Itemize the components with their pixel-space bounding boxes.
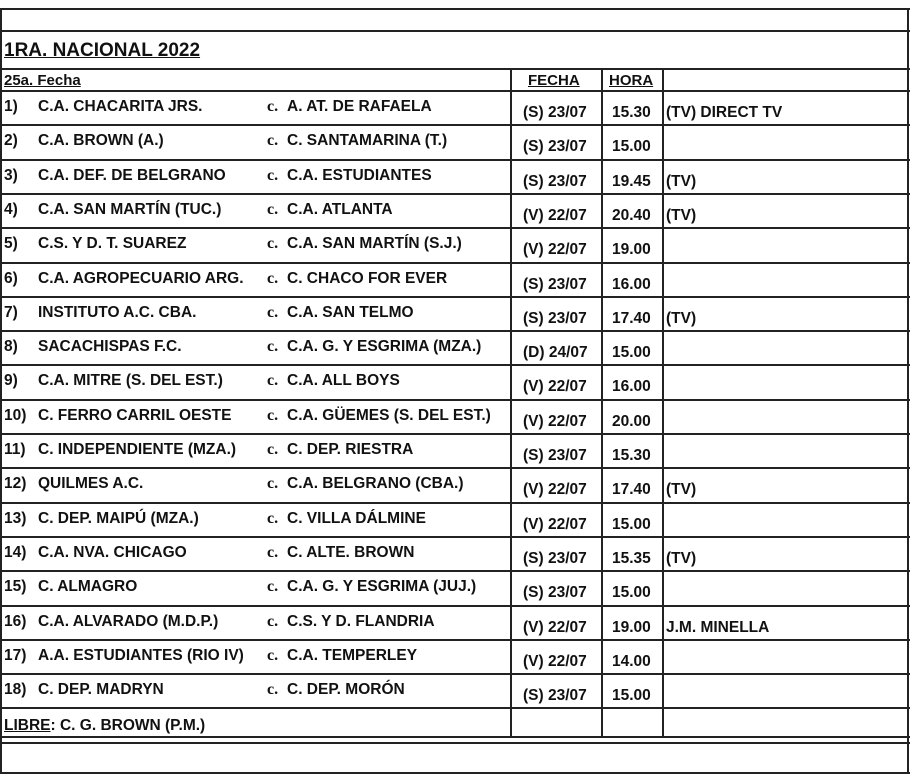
match-number: 1) — [4, 98, 18, 115]
home-team: C. DEP. MADRYN — [38, 681, 164, 699]
away-team: C.A. TEMPERLEY — [287, 646, 418, 664]
match-number: 6) — [4, 269, 18, 287]
table-rule — [0, 639, 910, 641]
home-team: C.A. NVA. CHICAGO — [38, 543, 187, 561]
table-rule — [0, 262, 910, 264]
match-date: (V) 22/07 — [523, 412, 587, 430]
versus-marker: c. — [267, 372, 279, 390]
versus-marker: c. — [267, 543, 279, 561]
match-number: 7) — [4, 303, 18, 321]
broadcast-info: (TV) — [666, 549, 697, 567]
match-date: (V) 22/07 — [523, 652, 587, 670]
table-rule — [0, 736, 910, 738]
versus-marker: c. — [267, 269, 279, 287]
match-number: 4) — [4, 200, 18, 218]
table-rule — [0, 330, 910, 332]
versus-marker: c. — [267, 166, 279, 184]
match-date: (D) 24/07 — [523, 344, 588, 362]
hora-header: HORA — [609, 72, 654, 89]
match-number: 2) — [4, 132, 18, 150]
home-team: INSTITUTO A.C. CBA. — [38, 303, 197, 321]
match-time: 15.00 — [612, 344, 651, 362]
match-date: (V) 22/07 — [523, 515, 587, 533]
versus-marker: c. — [267, 132, 279, 150]
table-rule — [0, 742, 910, 744]
broadcast-info: J.M. MINELLA — [666, 618, 770, 636]
versus-marker: c. — [267, 303, 279, 321]
home-team: QUILMES A.C. — [38, 475, 144, 493]
match-date: (S) 23/07 — [523, 138, 587, 156]
match-number: 15) — [4, 578, 27, 596]
home-team: C.A. CHACARITA JRS. — [38, 98, 203, 115]
page-title: 1RA. NACIONAL 2022 — [4, 40, 201, 61]
away-team: C.A. GÜEMES (S. DEL EST.) — [287, 406, 491, 424]
match-number: 18) — [4, 681, 27, 699]
table-rule — [0, 68, 910, 70]
away-team: C. DEP. RIESTRA — [287, 441, 414, 458]
table-rule — [0, 433, 910, 435]
versus-marker: c. — [267, 406, 279, 424]
table-rule — [0, 124, 910, 126]
home-team: C.A. AGROPECUARIO ARG. — [38, 269, 244, 287]
table-rule — [0, 159, 910, 161]
match-time: 20.00 — [612, 412, 651, 430]
away-team: C. VILLA DÁLMINE — [287, 509, 426, 527]
table-rule — [0, 570, 910, 572]
match-number: 8) — [4, 338, 18, 356]
column-separator — [601, 68, 603, 736]
away-team: C. ALTE. BROWN — [287, 543, 415, 561]
match-date: (S) 23/07 — [523, 584, 587, 602]
libre-label: LIBRE — [4, 717, 51, 734]
table-rule — [0, 296, 910, 298]
round-label: 25a. Fecha — [4, 72, 81, 89]
away-team: C.A. G. Y ESGRIMA (JUJ.) — [287, 578, 477, 596]
match-date: (S) 23/07 — [523, 309, 587, 327]
match-number: 11) — [4, 441, 26, 458]
table-rule — [0, 30, 910, 32]
match-date: (V) 22/07 — [523, 241, 587, 259]
table-rule — [0, 193, 910, 195]
home-team: C.A. MITRE (S. DEL EST.) — [38, 372, 223, 390]
away-team: C.A. SAN MARTÍN (S.J.) — [287, 235, 462, 253]
broadcast-info: (TV) — [666, 206, 697, 224]
home-team: C.A. BROWN (A.) — [38, 132, 164, 150]
match-time: 19.45 — [612, 172, 651, 190]
match-date: (V) 22/07 — [523, 618, 587, 636]
match-time: 15.00 — [612, 138, 651, 156]
broadcast-info: (TV) DIRECT TV — [666, 104, 783, 121]
home-team: C.A. SAN MARTÍN (TUC.) — [38, 200, 222, 218]
match-date: (S) 23/07 — [523, 172, 587, 190]
match-number: 17) — [4, 646, 27, 664]
home-team: C. ALMAGRO — [38, 578, 138, 596]
match-number: 5) — [4, 235, 18, 253]
match-time: 17.40 — [612, 309, 651, 327]
versus-marker: c. — [267, 646, 279, 664]
match-time: 16.00 — [612, 275, 651, 293]
match-number: 13) — [4, 509, 27, 527]
match-date: (S) 23/07 — [523, 687, 587, 705]
match-number: 14) — [4, 543, 27, 561]
match-number: 16) — [4, 612, 27, 630]
table-rule — [0, 364, 910, 366]
match-time: 19.00 — [612, 241, 651, 259]
table-rule — [0, 8, 910, 10]
match-number: 3) — [4, 166, 18, 184]
match-time: 17.40 — [612, 481, 651, 499]
versus-marker: c. — [267, 200, 279, 218]
home-team: C.A. ALVARADO (M.D.P.) — [38, 612, 219, 630]
away-team: C.A. G. Y ESGRIMA (MZA.) — [287, 338, 482, 356]
versus-marker: c. — [267, 509, 279, 527]
home-team: C. INDEPENDIENTE (MZA.) — [38, 441, 237, 458]
match-time: 15.35 — [612, 549, 651, 567]
home-team: C.A. DEF. DE BELGRANO — [38, 166, 226, 184]
away-team: C.A. ESTUDIANTES — [287, 166, 432, 184]
match-date: (V) 22/07 — [523, 206, 587, 224]
match-date: (S) 23/07 — [523, 549, 587, 567]
match-number: 9) — [4, 372, 18, 390]
table-rule — [0, 502, 910, 504]
match-time: 19.00 — [612, 618, 651, 636]
table-rule — [0, 399, 910, 401]
table-rule — [0, 707, 910, 709]
away-team: C.A. SAN TELMO — [287, 303, 414, 321]
match-date: (S) 23/07 — [523, 104, 587, 121]
versus-marker: c. — [267, 441, 279, 458]
versus-marker: c. — [267, 235, 279, 253]
match-number: 12) — [4, 475, 27, 493]
versus-marker: c. — [267, 98, 279, 115]
match-time: 15.00 — [612, 584, 651, 602]
libre-row — [4, 717, 205, 735]
table-rule — [0, 467, 910, 469]
match-date: (S) 23/07 — [523, 447, 587, 464]
broadcast-info: (TV) — [666, 481, 697, 499]
match-time: 15.00 — [612, 515, 651, 533]
away-team: A. AT. DE RAFAELA — [287, 98, 432, 115]
match-number: 10) — [4, 406, 27, 424]
versus-marker: c. — [267, 338, 279, 356]
broadcast-info: (TV) — [666, 172, 697, 190]
away-team: C.S. Y D. FLANDRIA — [287, 612, 435, 630]
home-team: A.A. ESTUDIANTES (RIO IV) — [38, 646, 244, 664]
away-team: C.A. BELGRANO (CBA.) — [287, 475, 464, 493]
table-border — [0, 8, 2, 774]
match-time: 15.30 — [612, 104, 651, 121]
home-team: C. FERRO CARRIL OESTE — [38, 406, 232, 424]
table-rule — [0, 227, 910, 229]
away-team: C.A. ATLANTA — [287, 200, 393, 218]
match-time: 16.00 — [612, 378, 651, 396]
away-team: C. SANTAMARINA (T.) — [287, 132, 448, 150]
home-team: C.S. Y D. T. SUAREZ — [38, 235, 187, 253]
match-time: 14.00 — [612, 652, 651, 670]
table-rule — [0, 90, 910, 92]
home-team: C. DEP. MAIPÚ (MZA.) — [38, 509, 199, 527]
versus-marker: c. — [267, 612, 279, 630]
table-rule — [0, 536, 910, 538]
match-date: (V) 22/07 — [523, 378, 587, 396]
broadcast-info: (TV) — [666, 309, 697, 327]
fecha-header: FECHA — [528, 72, 580, 89]
away-team: C.A. ALL BOYS — [287, 372, 400, 390]
table-border — [907, 8, 909, 774]
versus-marker: c. — [267, 578, 279, 596]
away-team: C. CHACO FOR EVER — [287, 269, 448, 287]
table-rule — [0, 673, 910, 675]
table-rule — [0, 605, 910, 607]
home-team: SACACHISPAS F.C. — [38, 338, 182, 356]
away-team: C. DEP. MORÓN — [287, 681, 405, 699]
match-time: 15.30 — [612, 447, 651, 464]
versus-marker: c. — [267, 475, 279, 493]
match-date: (V) 22/07 — [523, 481, 587, 499]
libre-team: : C. G. BROWN (P.M.) — [50, 717, 206, 734]
match-time: 20.40 — [612, 206, 651, 224]
column-separator — [662, 68, 664, 736]
match-date: (S) 23/07 — [523, 275, 587, 293]
versus-marker: c. — [267, 681, 279, 699]
column-separator — [510, 68, 512, 736]
match-time: 15.00 — [612, 687, 651, 705]
